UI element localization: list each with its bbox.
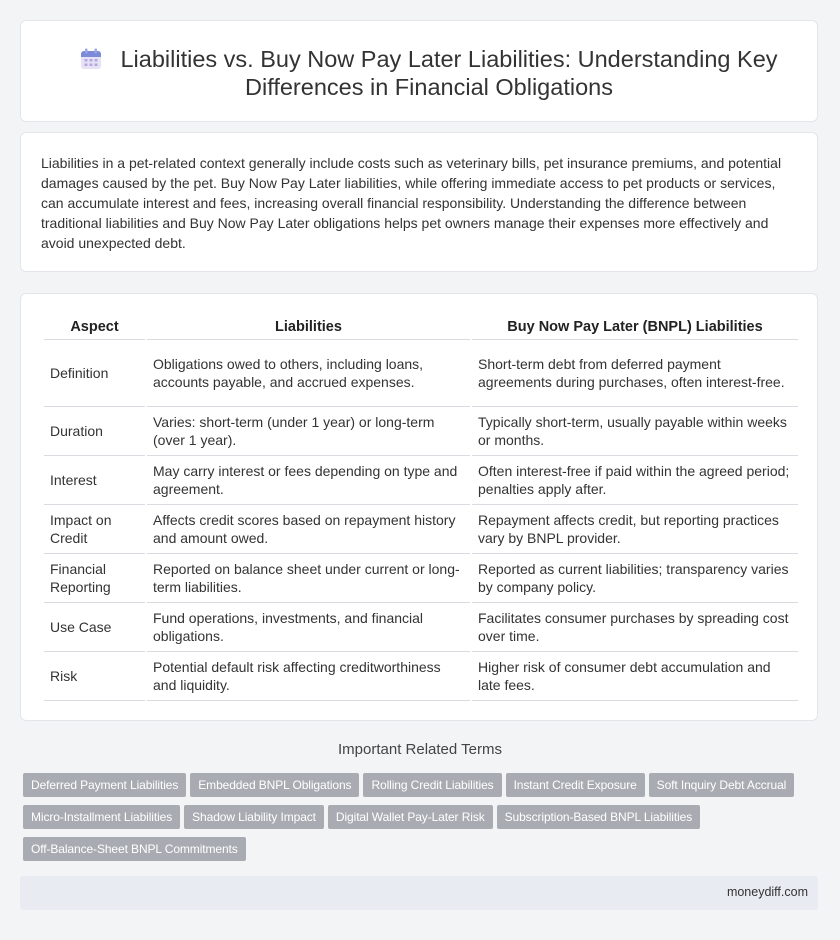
row-bnpl: Higher risk of consumer debt accumulation and late fees. [472, 652, 798, 701]
footer [20, 876, 818, 910]
row-bnpl: Often interest-free if paid within the agreed period; penalties apply after. [472, 456, 798, 505]
title-line-1: Liabilities vs. Buy Now Pay Later Liabilities: Understanding Key [120, 46, 778, 72]
row-bnpl: Typically short-term, usually payable within weeks or months. [472, 407, 798, 456]
related-term-tag[interactable]: Rolling Credit Liabilities [363, 773, 501, 797]
header-aspect: Aspect [44, 315, 145, 340]
row-bnpl: Reported as current liabilities; transparency varies by company policy. [472, 554, 798, 603]
related-term-tag[interactable]: Digital Wallet Pay-Later Risk [328, 805, 493, 829]
row-liabilities: May carry interest or fees depending on type and agreement. [147, 456, 470, 505]
table-row [44, 652, 798, 701]
related-term-tag[interactable]: Micro-Installment Liabilities [23, 805, 180, 829]
table-row [44, 505, 798, 554]
row-liabilities: Potential default risk affecting creditworthiness and liquidity. [147, 652, 470, 701]
header-bnpl: Buy Now Pay Later (BNPL) Liabilities [472, 315, 798, 340]
row-liabilities: Affects credit scores based on repayment history and amount owed. [147, 505, 470, 554]
row-aspect: Definition [44, 340, 145, 407]
related-term-tag[interactable]: Off-Balance-Sheet BNPL Commitments [23, 837, 246, 861]
table-row [44, 603, 798, 652]
related-term-tag[interactable]: Subscription-Based BNPL Liabilities [497, 805, 701, 829]
title-line-2: Differences in Financial Obligations [245, 74, 613, 100]
row-aspect: Risk [44, 652, 145, 701]
table-row [44, 554, 798, 603]
table-row [44, 456, 798, 505]
row-liabilities: Fund operations, investments, and financial obligations. [147, 603, 470, 652]
intro-card [20, 132, 818, 272]
related-term-tag[interactable]: Embedded BNPL Obligations [190, 773, 359, 797]
row-aspect: Impact on Credit [44, 505, 145, 554]
header-liabilities: Liabilities [147, 315, 470, 340]
row-aspect: Financial Reporting [44, 554, 145, 603]
row-bnpl: Short-term debt from deferred payment agreements during purchases, often interest-free. [472, 340, 798, 407]
row-aspect: Use Case [44, 603, 145, 652]
table-row [44, 340, 798, 407]
intro-paragraph: Liabilities in a pet-related context generally include costs such as veterinary bills, pet insurance premiums, and potential damages caused by the pet. Buy Now Pay Later liabilities, while offering immediate access to pet products or services, can accumulate interest and fees, increasing overall financial responsibility. Understanding the difference between traditional liabilities and Buy Now Pay Later obligations helps pet owners manage their expenses more effectively and avoid unexpected debt. [41, 155, 782, 251]
table-header-row [44, 315, 798, 340]
row-aspect: Interest [44, 456, 145, 505]
related-term-tag[interactable]: Soft Inquiry Debt Accrual [649, 773, 795, 797]
row-bnpl: Repayment affects credit, but reporting practices vary by BNPL provider. [472, 505, 798, 554]
calendar-icon [80, 48, 102, 70]
row-bnpl: Facilitates consumer purchases by spreading cost over time. [472, 603, 798, 652]
footer-site-link[interactable]: moneydiff.com [726, 885, 808, 899]
related-term-tag[interactable]: Instant Credit Exposure [506, 773, 645, 797]
page-title [61, 45, 797, 101]
header-card [20, 20, 818, 122]
related-terms-heading: Important Related Terms [338, 741, 502, 758]
row-liabilities: Obligations owed to others, including loans, accounts payable, and accrued expenses. [147, 340, 470, 407]
row-liabilities: Reported on balance sheet under current or long-term liabilities. [147, 554, 470, 603]
row-aspect: Duration [44, 407, 145, 456]
row-liabilities: Varies: short-term (under 1 year) or long-term (over 1 year). [147, 407, 470, 456]
related-term-tag[interactable]: Deferred Payment Liabilities [23, 773, 186, 797]
comparison-table-card [20, 293, 818, 721]
comparison-table [42, 315, 800, 701]
table-row [44, 407, 798, 456]
related-terms-tags [23, 773, 823, 869]
related-term-tag[interactable]: Shadow Liability Impact [184, 805, 324, 829]
